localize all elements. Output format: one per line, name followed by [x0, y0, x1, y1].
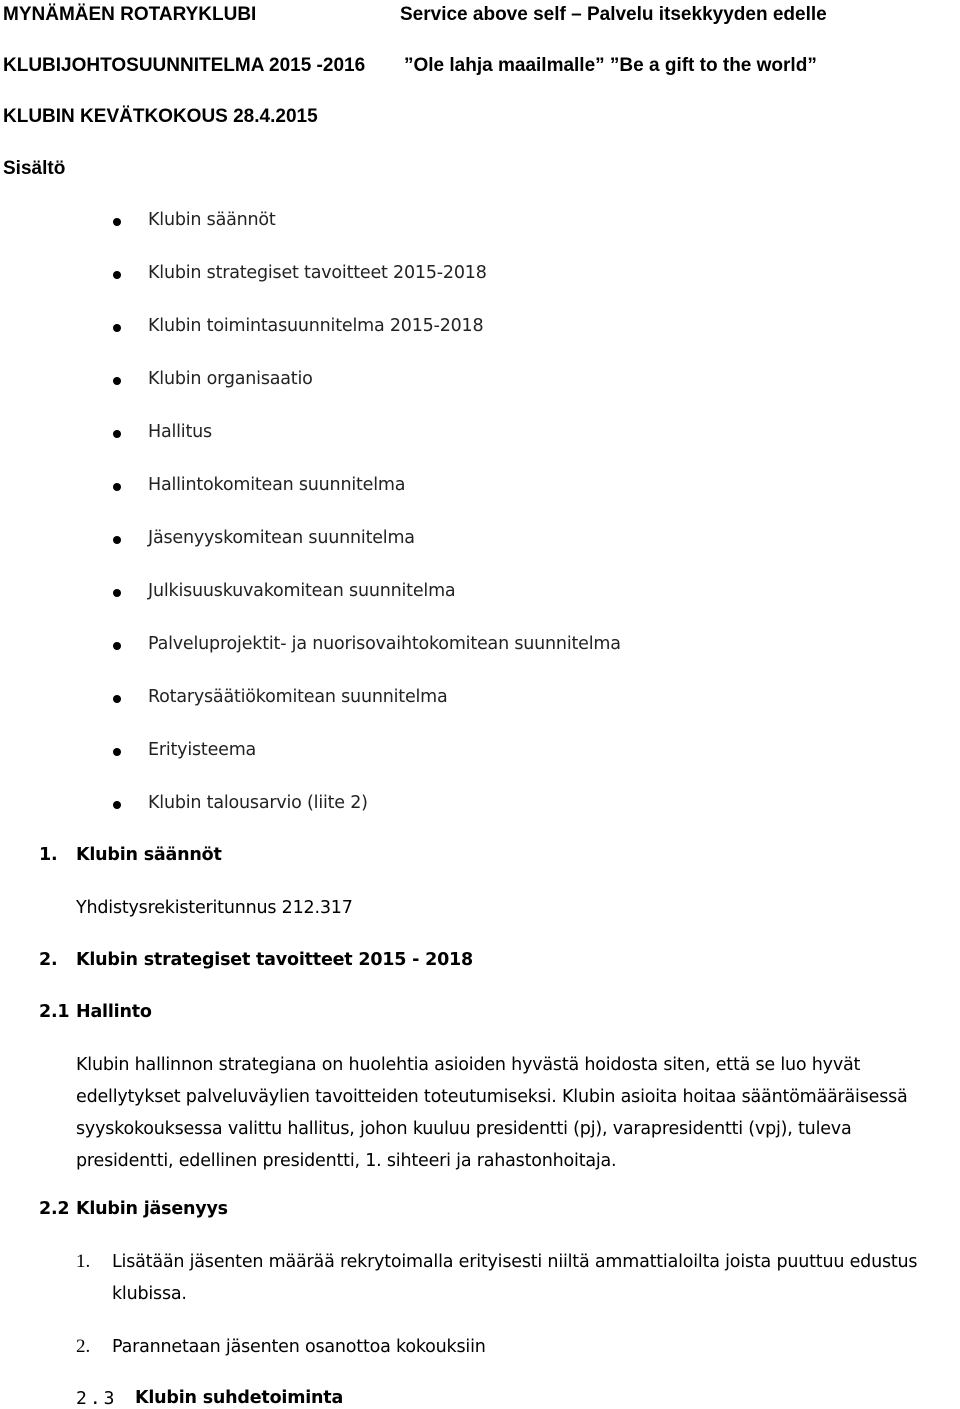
bullet-icon	[113, 642, 121, 650]
toc-item-label: Hallintokomitean suunnitelma	[148, 475, 406, 495]
bullet-icon	[113, 324, 121, 332]
bullet-icon	[113, 218, 121, 226]
toc-item-label: Rotarysäätiökomitean suunnitelma	[148, 687, 448, 707]
paragraph-line: edellytykset palveluväylien tavoitteiden toteutumiseksi. Klubin asioita hoitaa sääntömääräisessä	[76, 1087, 908, 1107]
toc-item-label: Klubin strategiset tavoitteet 2015-2018	[148, 263, 487, 283]
list-item-text: klubissa.	[112, 1284, 187, 1304]
toc-heading: Sisältö	[3, 158, 66, 179]
bullet-icon	[113, 801, 121, 809]
section-1-title: Klubin säännöt	[76, 845, 222, 865]
list-item-text: Parannetaan jäsenten osanottoa kokouksiin	[112, 1337, 486, 1357]
section-2-title: Klubin strategiset tavoitteet 2015 - 2018	[76, 950, 474, 970]
section-2-1-title: Hallinto	[76, 1002, 152, 1022]
section-2-2-number: 2.2	[39, 1199, 70, 1219]
toc-item-label: Klubin organisaatio	[148, 369, 313, 389]
paragraph-line: presidentti, edellinen presidentti, 1. sihteeri ja rahastonhoitaja.	[76, 1151, 617, 1171]
meeting-title: KLUBIN KEVÄTKOKOUS 28.4.2015	[3, 106, 318, 127]
toc-item-label: Hallitus	[148, 422, 212, 442]
toc-item-label: Klubin toimintasuunnitelma 2015-2018	[148, 316, 484, 336]
toc-item-label: Palveluprojektit- ja nuorisovaihtokomitean suunnitelma	[148, 634, 621, 654]
toc-item-label: Julkisuuskuvakomitean suunnitelma	[148, 581, 456, 601]
toc-item-label: Klubin talousarvio (liite 2)	[148, 793, 368, 813]
section-2-1-number: 2.1	[39, 1002, 70, 1022]
bullet-icon	[113, 271, 121, 279]
club-name: MYNÄMÄEN ROTARYKLUBI	[3, 4, 257, 25]
section-2-number: 2.	[39, 950, 58, 970]
plan-title: KLUBIJOHTOSUUNNITELMA 2015 -2016	[3, 55, 366, 76]
bullet-icon	[113, 536, 121, 544]
register-number: Yhdistysrekisteritunnus 212.317	[76, 898, 353, 918]
bullet-icon	[113, 430, 121, 438]
bullet-icon	[113, 695, 121, 703]
toc-item-label: Jäsenyyskomitean suunnitelma	[148, 528, 415, 548]
list-item-number: 1.	[76, 1251, 91, 1272]
governance-paragraph	[76, 1049, 956, 1177]
club-motto: Service above self – Palvelu itsekkyyden edelle	[400, 4, 827, 25]
section-2-3-number: 2.3	[76, 1388, 118, 1409]
toc-item-label: Erityisteema	[148, 740, 257, 760]
section-2-3-title: Klubin suhdetoiminta	[135, 1388, 344, 1408]
section-1-number: 1.	[39, 845, 58, 865]
bullet-icon	[113, 483, 121, 491]
list-item-text: Lisätään jäsenten määrää rekrytoimalla erityisesti niiltä ammattialoilta joista puuttuu edustus	[112, 1252, 918, 1272]
paragraph-line: Klubin hallinnon strategiana on huolehtia asioiden hyvästä hoidosta siten, että se luo hyvät	[76, 1055, 861, 1075]
bullet-icon	[113, 377, 121, 385]
bullet-icon	[113, 748, 121, 756]
list-item-number: 2.	[76, 1336, 91, 1357]
paragraph-line: syyskokouksessa valittu hallitus, johon kuuluu presidentti (pj), varapresidentti (vpj), tuleva	[76, 1119, 852, 1139]
bullet-icon	[113, 589, 121, 597]
section-2-2-title: Klubin jäsenyys	[76, 1199, 228, 1219]
toc-item-label: Klubin säännöt	[148, 210, 276, 230]
year-theme: ”Ole lahja maailmalle” ”Be a gift to the world”	[404, 55, 817, 76]
